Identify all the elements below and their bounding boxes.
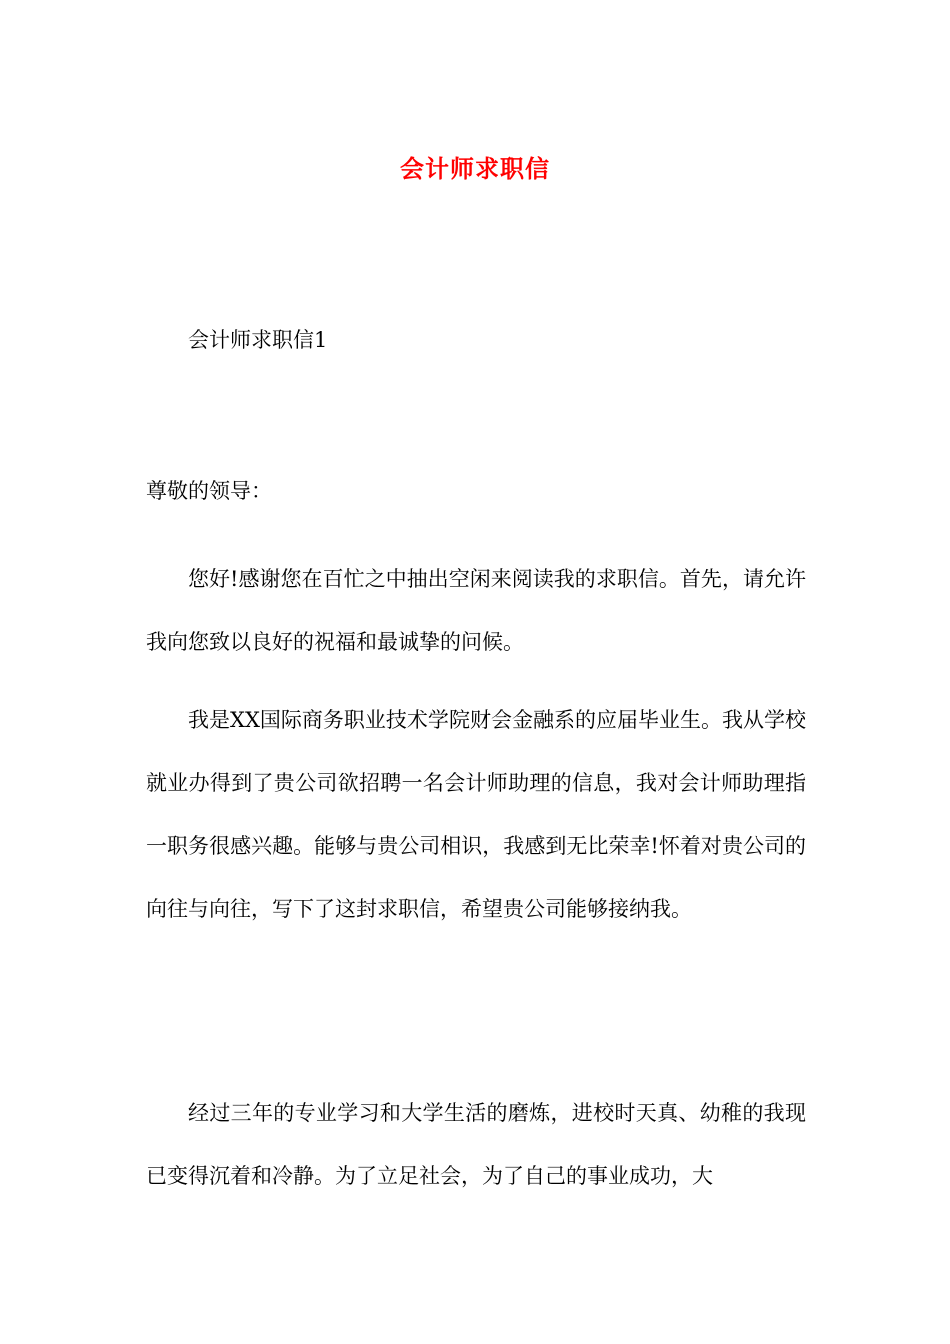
paragraph-3: 经过三年的专业学习和大学生活的磨炼，进校时天真、幼稚的我现已变得沉着和冷静。为了立足社会，为了自己的事业成功，大 bbox=[146, 1101, 806, 1188]
paragraph-1: 您好!感谢您在百忙之中抽出空闲来阅读我的求职信。首先，请允许我向您致以良好的祝福和最诚挚的问候。 bbox=[146, 567, 806, 654]
section-heading: 会计师求职信1 bbox=[188, 328, 328, 352]
document-title: 会计师求职信 bbox=[400, 155, 550, 184]
paragraph-2: 我是XX国际商务职业技术学院财会金融系的应届毕业生。我从学校就业办得到了贵公司欲招聘一名会计师助理的信息，我对会计师助理指一职务很感兴趣。能够与贵公司相识，我感到无比荣幸!怀着对贵公司的向往与向往，写下了这封求职信，希望贵公司能够接纳我。 bbox=[146, 708, 806, 921]
salutation: 尊敬的领导： bbox=[146, 479, 272, 503]
